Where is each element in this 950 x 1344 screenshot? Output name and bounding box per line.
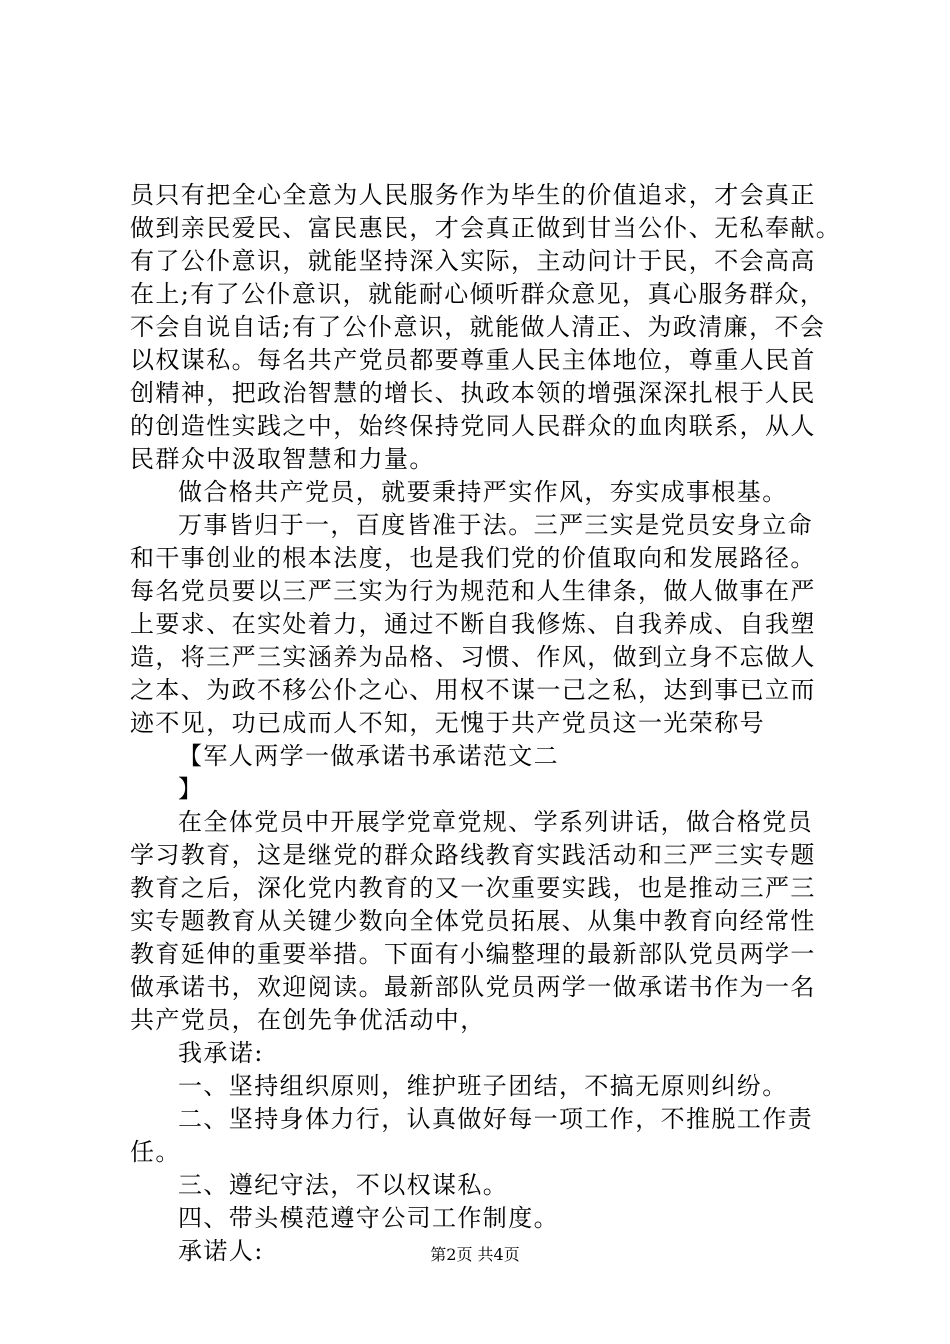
list-item: 三、遵纪守法，不以权谋私。	[178, 1171, 509, 1199]
text-line: 万事皆归于一，百度皆准于法。三严三实是党员安身立命	[178, 511, 813, 539]
text-line: 我承诺:	[178, 1039, 264, 1067]
page-number-footer: 第2页 共4页	[430, 1245, 520, 1264]
text-line: 之本、为政不移公仆之心、用权不谋一己之私，达到事已立而	[130, 676, 816, 704]
text-line: 有了公仆意识，就能坚持深入实际，主动问计于民，不会高高	[130, 247, 816, 275]
text-line: 在上;有了公仆意识，就能耐心倾听群众意见，真心服务群众，	[130, 280, 826, 308]
text-line: 在全体党员中开展学党章党规、学系列讲话，做合格党员	[178, 808, 813, 836]
text-line: 创精神，把政治智慧的增长、执政本领的增强深深扎根于人民	[130, 379, 816, 407]
text-line: 员只有把全心全意为人民服务作为毕生的价值追求，才会真正	[130, 181, 816, 209]
list-item: 二、坚持身体力行，认真做好每一项工作，不推脱工作责	[178, 1105, 813, 1133]
list-item: 四、带头模范遵守公司工作制度。	[178, 1204, 559, 1232]
signature-label: 承诺人:	[178, 1237, 264, 1265]
text-line: 上要求、在实处着力，通过不断自我修炼、自我养成、自我塑	[130, 610, 816, 638]
text-line: 共产党员，在创先争优活动中，	[130, 1006, 486, 1034]
text-line: 民群众中汲取智慧和力量。	[130, 445, 435, 473]
text-line: 的创造性实践之中，始终保持党同人民群众的血肉联系，从人	[130, 412, 816, 440]
text-line: 做到亲民爱民、富民惠民，才会真正做到甘当公仆、无私奉献。	[130, 214, 842, 242]
document-body	[130, 179, 842, 1268]
text-line: 和干事创业的根本法度，也是我们党的价值取向和发展路径。	[130, 544, 816, 572]
text-line: 教育之后，深化党内教育的又一次重要实践，也是推动三严三	[130, 874, 816, 902]
section-heading-close: 】	[178, 775, 204, 803]
text-line: 做承诺书，欢迎阅读。最新部队党员两学一做承诺书作为一名	[130, 973, 816, 1001]
text-line: 迹不见，功已成而人不知，无愧于共产党员这一光荣称号	[130, 709, 765, 737]
text-line: 以权谋私。每名共产党员都要尊重人民主体地位，尊重人民首	[130, 346, 816, 374]
text-line: 学习教育，这是继党的群众路线教育实践活动和三严三实专题	[130, 841, 816, 869]
section-heading: 【军人两学一做承诺书承诺范文二	[178, 742, 559, 770]
text-line: 不会自说自话;有了公仆意识，就能做人清正、为政清廉，不会	[130, 313, 826, 341]
text-line: 造，将三严三实涵养为品格、习惯、作风，做到立身不忘做人	[130, 643, 816, 671]
text-line: 做合格共产党员，就要秉持严实作风，夯实成事根基。	[178, 478, 788, 506]
text-line: 实专题教育从关键少数向全体党员拓展、从集中教育向经常性	[130, 907, 816, 935]
list-item: 一、坚持组织原则，维护班子团结，不搞无原则纠纷。	[178, 1072, 788, 1100]
text-line: 任。	[130, 1138, 181, 1166]
text-line: 教育延伸的重要举措。下面有小编整理的最新部队党员两学一	[130, 940, 816, 968]
text-line: 每名党员要以三严三实为行为规范和人生律条，做人做事在严	[130, 577, 816, 605]
